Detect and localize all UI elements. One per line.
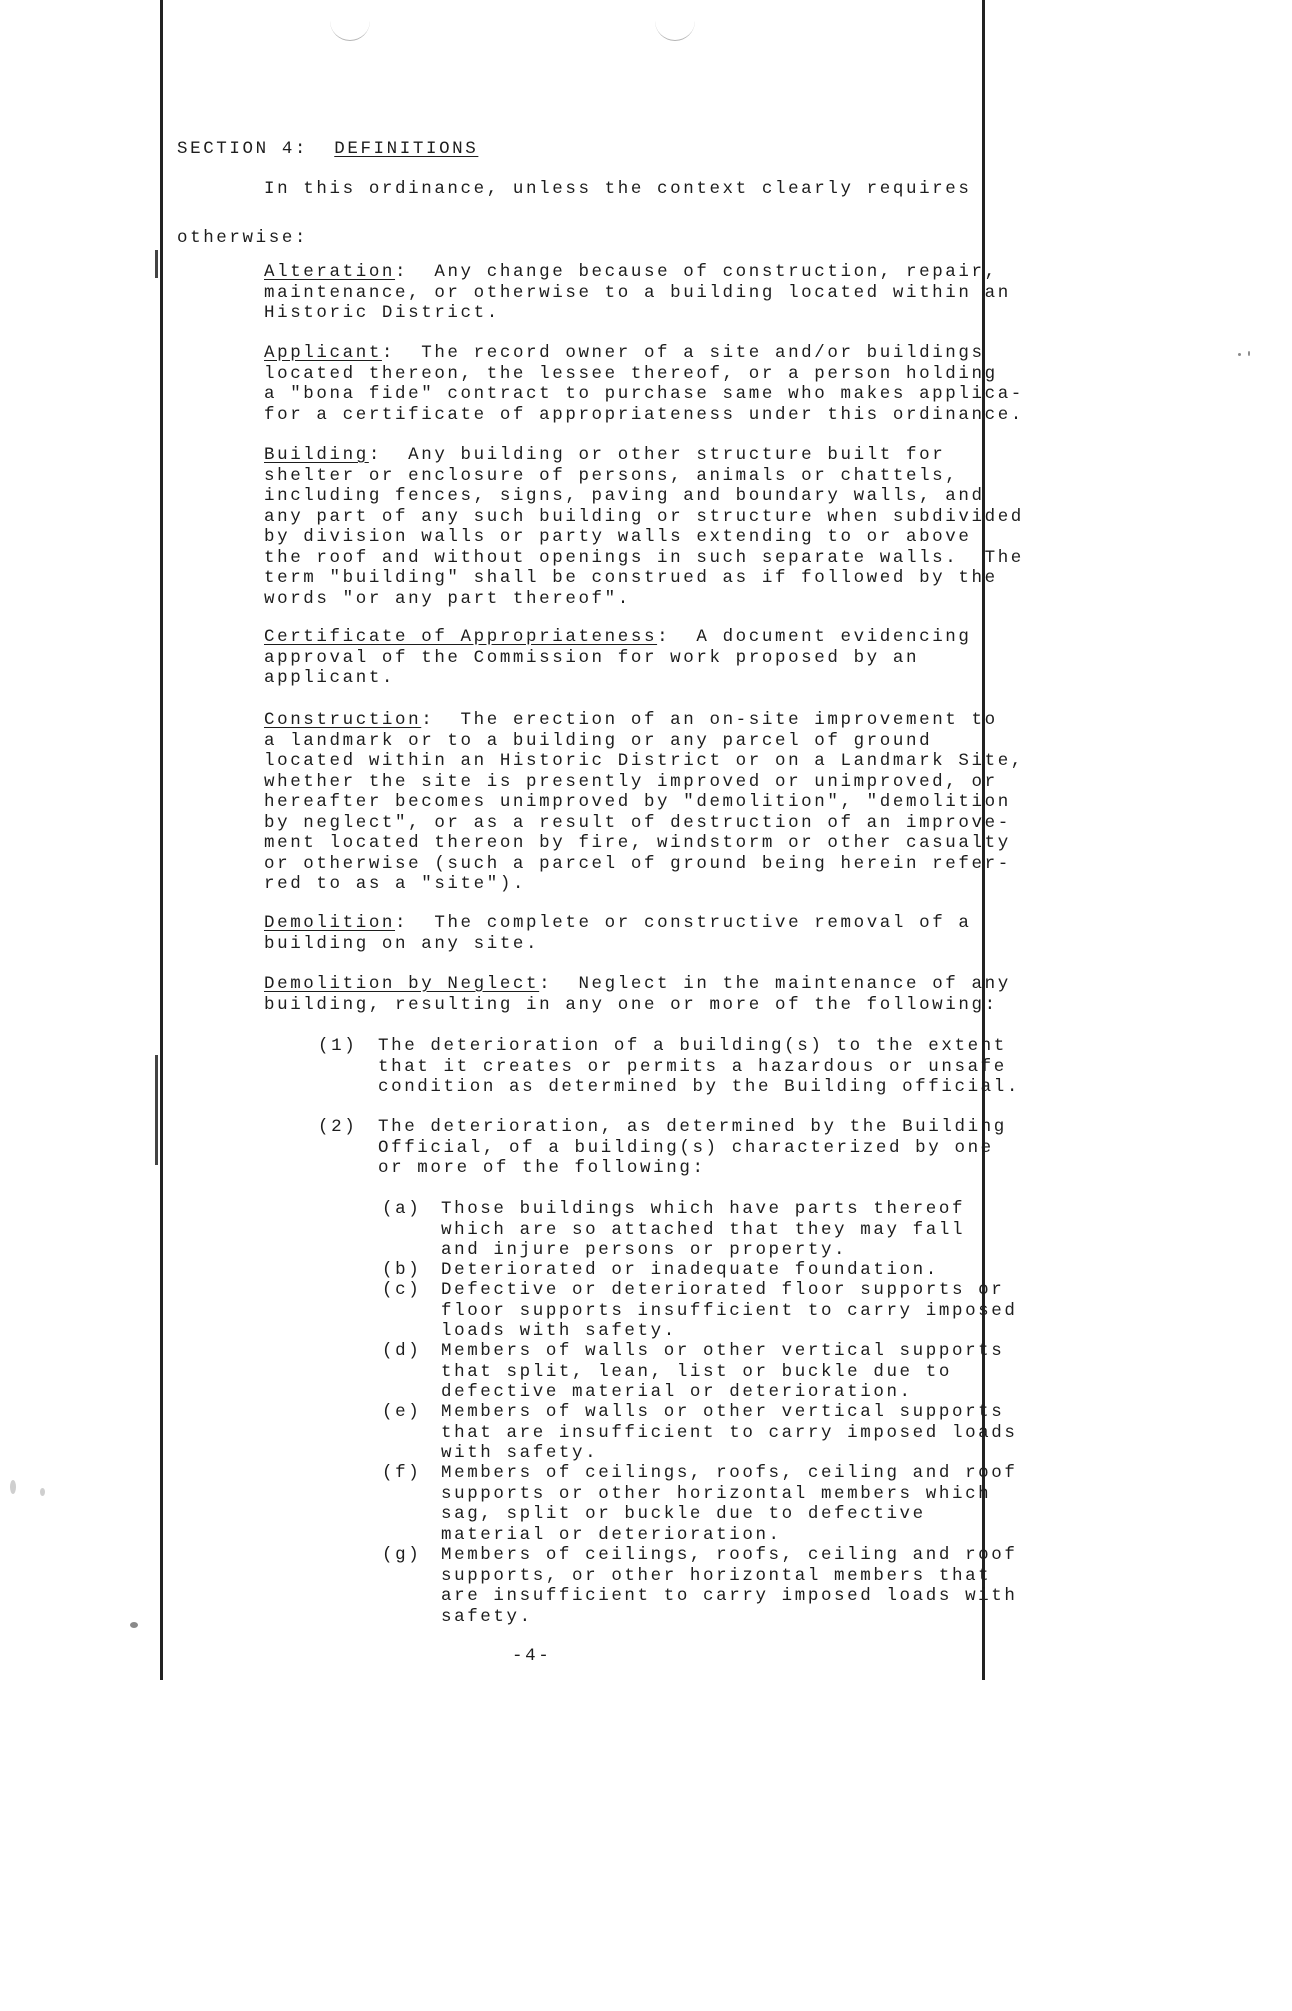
definition-term: Demolition — [264, 913, 396, 933]
item-marker: (d) — [382, 1341, 422, 1361]
scan-speck — [1238, 353, 1241, 356]
lettered-item: Members of ceilings, roofs, ceiling and roof supports or other horizontal members which sag, split or buckle due to defective material or deterioration. — [441, 1463, 1018, 1545]
numbered-item: The deterioration of a building(s) to the extent that it creates or permits a hazardous or unsafe condition as determined by the Building official. — [378, 1036, 1020, 1097]
section-number: SECTION 4: — [177, 139, 309, 159]
item-marker: (e) — [382, 1402, 422, 1422]
numbered-item: The deterioration, as determined by the Building Official, of a building(s) characterized by one or more of the following: — [378, 1117, 1007, 1178]
intro-line: In this ordinance, unless the context clearly requires — [264, 179, 972, 199]
definition-term: Applicant — [264, 343, 382, 363]
scan-speck — [1248, 351, 1250, 356]
punch-hole-mark — [330, 18, 370, 41]
lettered-item: Those buildings which have parts thereof which are so attached that they may fall and injure persons or property. — [441, 1199, 966, 1260]
left-margin-rule — [160, 0, 163, 1680]
item-marker: (2) — [318, 1117, 358, 1137]
scan-speck — [40, 1488, 45, 1496]
definition-term: Construction — [264, 710, 422, 730]
punch-hole-mark — [655, 18, 695, 41]
item-marker: (b) — [382, 1260, 422, 1280]
lettered-item: Members of walls or other vertical supports that are insufficient to carry imposed loads with safety. — [441, 1402, 1018, 1463]
definition-term: Certificate of Appropriateness — [264, 627, 658, 647]
definition-term: Building — [264, 445, 369, 465]
intro-line: otherwise: — [177, 228, 309, 248]
definition-term: Alteration — [264, 262, 396, 282]
definition-alteration: Alteration: Any change because of construction, repair, maintenance, or otherwise to a building located within an Historic District. — [264, 262, 1011, 323]
section-title: DEFINITIONS — [334, 139, 479, 159]
section-heading — [177, 139, 478, 160]
scan-speck — [130, 1622, 138, 1628]
definition-demolition: Demolition: The complete or constructive removal of a building on any site. — [264, 913, 972, 954]
definition-applicant: Applicant: The record owner of a site and/or buildings located thereon, the lessee thereof, or a person holding a "bona fide" contract to purchase same who makes applica- for a certificate of appropriateness under this ordinance. — [264, 343, 1024, 425]
definition-construction: Construction: The erection of an on-site improvement to a landmark or to a building or any parcel of ground located within an Historic District or on a Landmark Site, whether the site is presently improved or unimproved, or hereafter becomes unimproved by "demolition", "demolition by neglect", or as a result of destruction of an improve- ment located thereon by fire, windstorm or other casualty or otherwise (such a parcel of ground being herein refer- red to as a "site"). — [264, 710, 1024, 894]
item-marker: (1) — [318, 1036, 358, 1056]
item-marker: (g) — [382, 1545, 422, 1565]
lettered-item: Members of ceilings, roofs, ceiling and roof supports, or other horizontal members that are insufficient to carry imposed loads with safety. — [441, 1545, 1018, 1627]
definition-building: Building: Any building or other structure built for shelter or enclosure of persons, animals or chattels, including fences, signs, paving and boundary walls, and any part of any such building or structure when subdivided by division walls or party walls extending to or above the roof and without openings in such separate walls. The term "building" shall be construed as if followed by the words "or any part thereof". — [264, 445, 1024, 609]
margin-mark — [155, 1055, 158, 1165]
lettered-item: Members of walls or other vertical supports that split, lean, list or buckle due to defective material or deterioration. — [441, 1341, 1005, 1402]
lettered-item: Deteriorated or inadequate foundation. — [441, 1260, 939, 1280]
lettered-item: Defective or deteriorated floor supports or floor supports insufficient to carry imposed loads with safety. — [441, 1280, 1018, 1341]
page-number: -4- — [512, 1646, 552, 1666]
definition-term: Demolition by Neglect — [264, 974, 540, 994]
scan-speck — [10, 1480, 16, 1494]
item-marker: (f) — [382, 1463, 422, 1483]
margin-mark — [155, 250, 158, 278]
item-marker: (c) — [382, 1280, 422, 1300]
definition-certificate-of-appropriateness: Certificate of Appropriateness: A document evidencing approval of the Commission for work proposed by an applicant. — [264, 627, 972, 688]
item-marker: (a) — [382, 1199, 422, 1219]
definition-demolition-by-neglect: Demolition by Neglect: Neglect in the maintenance of any building, resulting in any one or more of the following: — [264, 974, 1011, 1015]
